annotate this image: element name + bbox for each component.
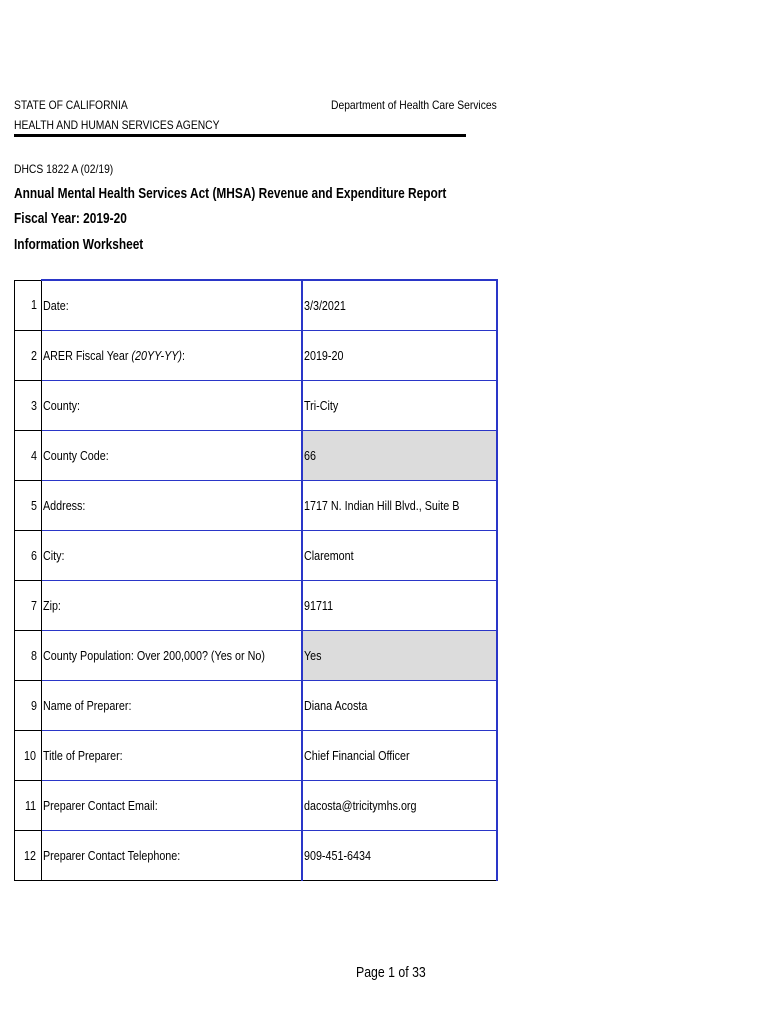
field-label [42,581,303,631]
field-label-text: Zip: [43,598,61,613]
field-label [42,631,303,681]
field-label-text: Preparer Contact Telephone: [43,848,181,863]
field-label [42,431,303,481]
field-value-text: dacosta@tricitymhs.org [304,798,417,813]
table-row [15,531,498,581]
field-label [42,381,303,431]
field-value-text: 66 [304,448,316,463]
field-value[interactable] [302,631,497,681]
field-value-text: 91711 [304,598,334,613]
field-value-text: Chief Financial Officer [304,748,410,763]
header-left [14,95,219,135]
field-label-text: County Code: [43,448,109,463]
table-row [15,381,498,431]
field-value[interactable] [302,681,497,731]
state-label: STATE OF CALIFORNIA [14,98,128,112]
row-number-text: 9 [31,698,38,713]
row-number-text: 7 [31,598,38,613]
field-value[interactable] [302,280,497,331]
field-value-text: Diana Acosta [304,698,368,713]
field-value[interactable] [302,831,497,881]
field-value-text: Claremont [304,548,354,563]
field-value[interactable] [302,581,497,631]
field-label [42,280,303,331]
field-value-text: Yes [304,648,322,663]
row-number-text: 10 [24,748,37,763]
row-number [15,681,42,731]
row-number-text: 8 [31,648,38,663]
field-value-text: 1717 N. Indian Hill Blvd., Suite B [304,498,460,513]
agency-label: HEALTH AND HUMAN SERVICES AGENCY [14,118,220,132]
field-label-text: County Population: Over 200,000? (Yes or No) [43,648,265,663]
table-row [15,631,498,681]
field-label-text [43,349,185,363]
header-divider [14,134,466,137]
field-label [42,531,303,581]
field-label [42,831,303,881]
table-row [15,481,498,531]
row-number [15,331,42,381]
field-value[interactable] [302,531,497,581]
field-label [42,331,303,381]
row-number-text: 6 [31,548,38,563]
field-label-text: Address: [43,498,86,513]
field-label-text: Date: [43,298,69,313]
field-value[interactable] [302,781,497,831]
field-label-text: Preparer Contact Email: [43,798,158,813]
row-number [15,831,42,881]
table-row [15,681,498,731]
field-value-text: 2019-20 [304,348,344,363]
row-number [15,431,42,481]
row-number [15,581,42,631]
table-row [15,831,498,881]
row-number-text: 11 [25,798,37,813]
row-number-text: 3 [31,398,38,413]
table-row [15,581,498,631]
field-value-text: 909-451-6434 [304,848,371,863]
table-row [15,781,498,831]
fiscal-year-title: Fiscal Year: 2019-20 [14,211,127,227]
row-number [15,731,42,781]
row-number [15,631,42,681]
field-label-note: (20YY-YY) [131,348,183,363]
field-label-suffix: : [182,348,186,363]
table-row [15,431,498,481]
row-number [15,381,42,431]
field-value[interactable] [302,331,497,381]
field-value-text: Tri-City [304,398,339,413]
row-number [15,481,42,531]
page-number: Page 1 of 33 [356,964,426,981]
form-id: DHCS 1822 A (02/19) [14,162,114,176]
row-number [15,531,42,581]
form-title: Annual Mental Health Services Act (MHSA) Revenue and Expenditure Report [14,186,447,202]
field-label-main: ARER Fiscal Year [43,348,132,363]
field-label [42,731,303,781]
field-value[interactable] [302,731,497,781]
row-number-text: 12 [24,848,37,863]
field-label-text: Title of Preparer: [43,748,123,763]
field-label [42,481,303,531]
row-number-text: 5 [31,498,38,513]
row-number-text: 4 [31,448,38,463]
field-label [42,781,303,831]
row-number [15,781,42,831]
field-label-text: City: [43,548,65,563]
field-label-text: County: [43,398,81,413]
field-value[interactable] [302,481,497,531]
field-value[interactable] [302,381,497,431]
field-value[interactable] [302,431,497,481]
worksheet-title: Information Worksheet [14,237,144,253]
information-table [14,279,498,881]
field-label [42,681,303,731]
row-number-text: 1 [31,298,38,313]
field-label-text: Name of Preparer: [43,698,132,713]
department-label: Department of Health Care Services [331,98,497,112]
table-row [15,331,498,381]
table-row [15,731,498,781]
table-row [15,280,498,331]
field-value-text: 3/3/2021 [304,298,346,313]
row-number [15,280,42,331]
row-number-text: 2 [31,348,38,363]
